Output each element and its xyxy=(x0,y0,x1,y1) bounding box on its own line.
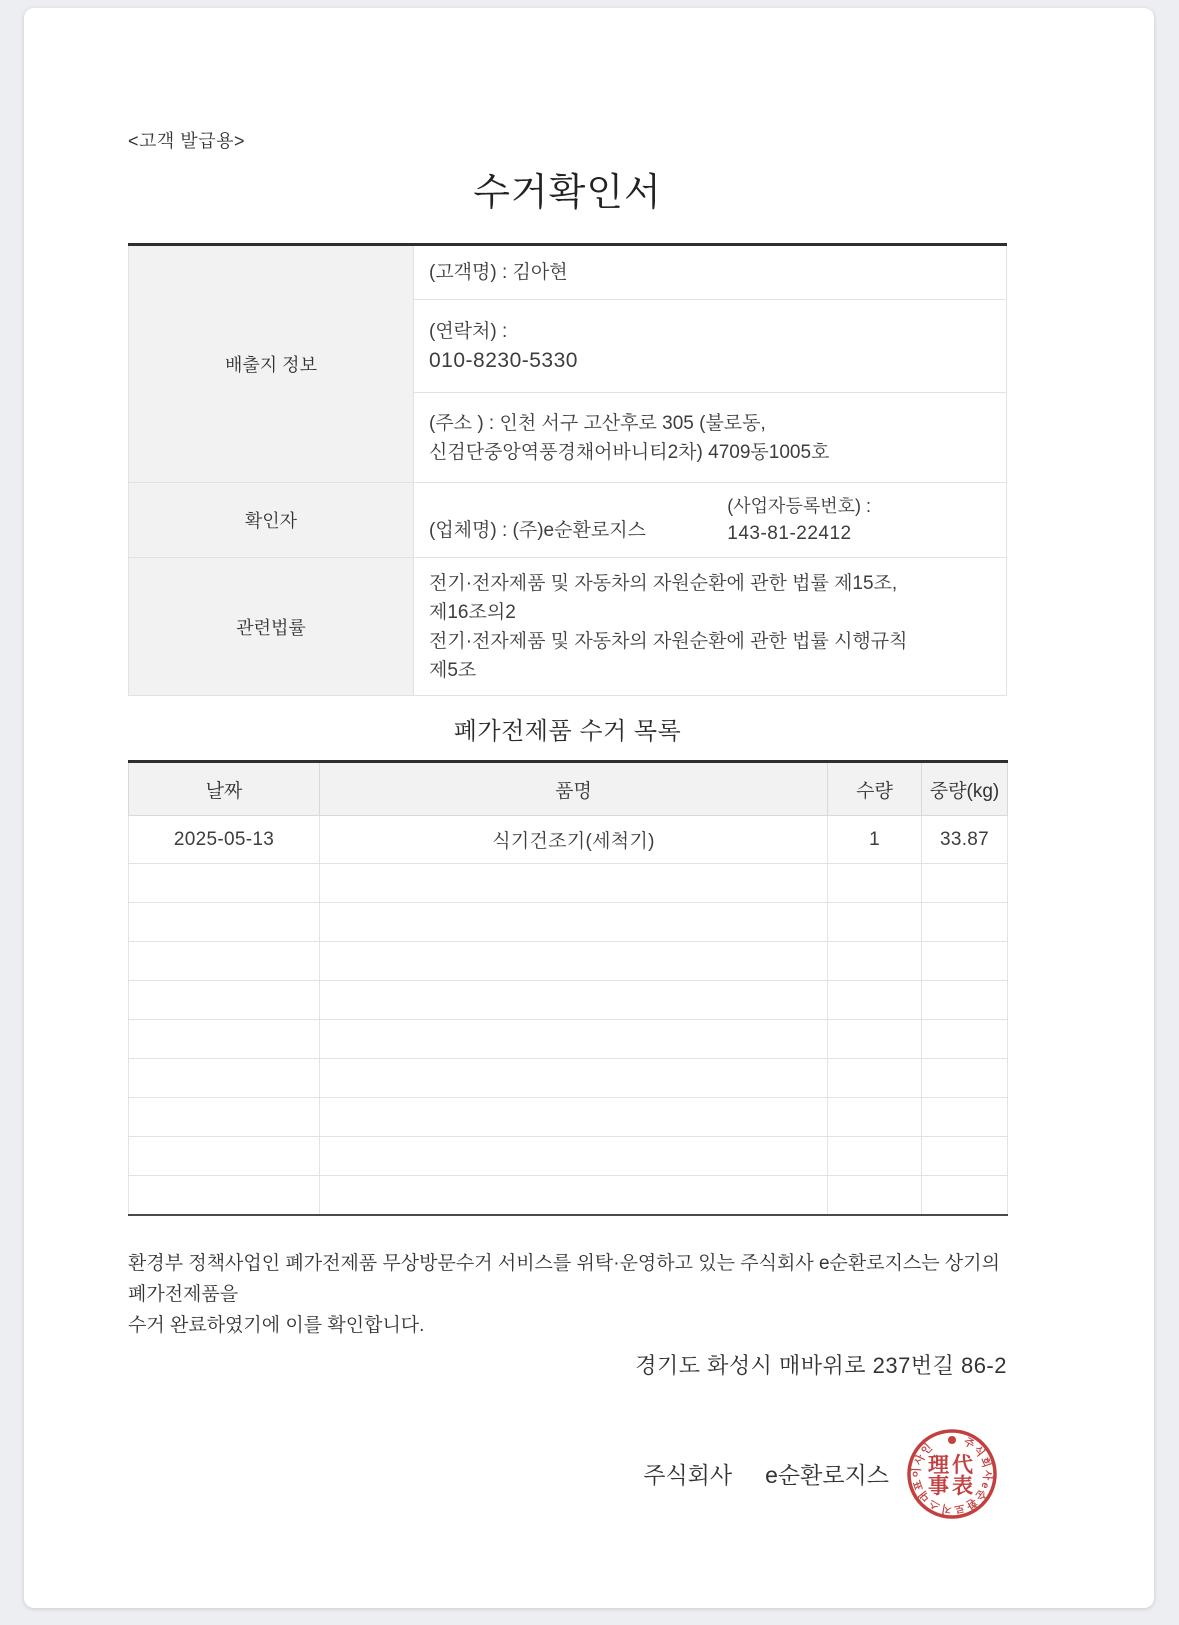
law-line-2: 제16조의2 xyxy=(429,601,516,623)
empty-cell xyxy=(320,981,828,1020)
empty-cell xyxy=(320,903,828,942)
empty-row xyxy=(129,864,1008,903)
customer-name-cell: (고객명) : 김아현 xyxy=(414,245,1007,300)
audience-label: <고객 발급용> xyxy=(128,131,245,151)
law-line-4: 제5조 xyxy=(429,659,477,681)
empty-cell xyxy=(922,903,1008,942)
empty-row xyxy=(129,942,1008,981)
empty-cell xyxy=(828,864,922,903)
statement-line-2: 수거 완료하였기에 이를 확인합니다. xyxy=(128,1314,425,1336)
seal-top-dot xyxy=(948,1436,956,1444)
empty-cell xyxy=(922,1098,1008,1137)
empty-cell xyxy=(320,942,828,981)
discharge-info-label: 배출지 정보 xyxy=(129,245,414,483)
company-name: e순환로지스 xyxy=(765,1462,889,1488)
cell-qty: 1 xyxy=(828,816,922,864)
business-registration-block xyxy=(727,493,871,547)
empty-cell xyxy=(828,1059,922,1098)
seal-center-row-2: 事表 xyxy=(928,1474,976,1498)
cell-date: 2025-05-13 xyxy=(129,816,320,864)
customer-name-row xyxy=(129,245,1007,300)
empty-cell xyxy=(129,903,320,942)
empty-cell xyxy=(828,942,922,981)
cell-weight: 33.87 xyxy=(922,816,1008,864)
empty-cell xyxy=(828,1176,922,1215)
address-line-1: (주소 ) : 인천 서구 고산후로 305 (불로동, xyxy=(429,412,766,434)
empty-cell xyxy=(922,1020,1008,1059)
empty-row xyxy=(129,1059,1008,1098)
empty-cell xyxy=(129,981,320,1020)
empty-cell xyxy=(129,1059,320,1098)
business-registration-label: (사업자등록번호) : xyxy=(727,496,871,516)
empty-cell xyxy=(828,903,922,942)
empty-row xyxy=(129,1137,1008,1176)
confirmer-label: 확인자 xyxy=(129,483,414,558)
document-content xyxy=(128,127,1007,1521)
related-law-row xyxy=(129,558,1007,696)
related-law-label: 관련법률 xyxy=(129,558,414,696)
col-header-date: 날짜 xyxy=(129,762,320,816)
empty-cell xyxy=(129,1020,320,1059)
law-line-1: 전기·전자제품 및 자동차의 자원순환에 관한 법률 제15조, xyxy=(429,572,898,594)
collection-list-table xyxy=(128,760,1008,1216)
col-header-item: 품명 xyxy=(320,762,828,816)
discharge-info-table xyxy=(128,243,1007,696)
contact-cell xyxy=(414,300,1007,393)
empty-row xyxy=(129,1098,1008,1137)
empty-cell xyxy=(129,942,320,981)
empty-cell xyxy=(129,1137,320,1176)
empty-cell xyxy=(922,1176,1008,1215)
empty-cell xyxy=(922,864,1008,903)
statement-line-1: 환경부 정책사업인 폐가전제품 무상방문수거 서비스를 위탁·운영하고 있는 주식회사 e순환로지스는 상기의 폐가전제품을 xyxy=(128,1252,1000,1305)
law-line-3: 전기·전자제품 및 자동차의 자원순환에 관한 법률 시행규칙 xyxy=(429,630,908,652)
contact-phone: 010-8230-5330 xyxy=(429,349,578,372)
empty-cell xyxy=(828,1098,922,1137)
col-header-weight: 중량(kg) xyxy=(922,762,1008,816)
confirmer-company-name: (업체명) : (주)e순환로지스 xyxy=(429,520,646,541)
company-address: 경기도 화성시 매바위로 237번길 86-2 xyxy=(635,1352,1007,1378)
collection-header-row xyxy=(129,762,1008,816)
document-card xyxy=(24,8,1154,1608)
document-title: 수거확인서 xyxy=(473,172,662,214)
empty-cell xyxy=(922,1059,1008,1098)
empty-row xyxy=(129,981,1008,1020)
corporate-seal-stamp xyxy=(905,1427,999,1521)
empty-cell xyxy=(320,1137,828,1176)
cell-item: 식기건조기(세척기) xyxy=(320,816,828,864)
empty-cell xyxy=(922,1137,1008,1176)
confirmer-cell xyxy=(414,483,1007,558)
empty-cell xyxy=(922,942,1008,981)
company-type: 주식회사 xyxy=(643,1462,733,1488)
empty-row xyxy=(129,1020,1008,1059)
collection-list-title: 폐가전제품 수거 목록 xyxy=(453,718,682,745)
empty-cell xyxy=(828,1020,922,1059)
contact-label: (연락처) : xyxy=(429,321,508,342)
confirmer-row xyxy=(129,483,1007,558)
address-cell xyxy=(414,393,1007,483)
seal-rim-text: 주식회사e순환로지스대표이사인 xyxy=(910,1435,994,1515)
seal-center-row-1: 理代 xyxy=(928,1453,976,1477)
empty-cell xyxy=(922,981,1008,1020)
empty-cell xyxy=(129,1098,320,1137)
empty-row xyxy=(129,903,1008,942)
empty-cell xyxy=(320,1176,828,1215)
empty-cell xyxy=(129,864,320,903)
empty-cell xyxy=(129,1176,320,1215)
business-registration-number: 143-81-22412 xyxy=(727,523,852,544)
empty-cell xyxy=(320,864,828,903)
empty-row xyxy=(129,1176,1008,1215)
empty-cell xyxy=(320,1020,828,1059)
col-header-qty: 수량 xyxy=(828,762,922,816)
address-line-2: 신검단중앙역풍경채어바니티2차) 4709동1005호 xyxy=(429,441,830,463)
empty-cell xyxy=(828,981,922,1020)
empty-cell xyxy=(828,1137,922,1176)
empty-cell xyxy=(320,1098,828,1137)
related-law-cell xyxy=(414,558,1007,696)
table-row xyxy=(129,816,1008,864)
confirmation-statement xyxy=(128,1248,1007,1341)
empty-cell xyxy=(320,1059,828,1098)
signature-row xyxy=(128,1427,1007,1521)
